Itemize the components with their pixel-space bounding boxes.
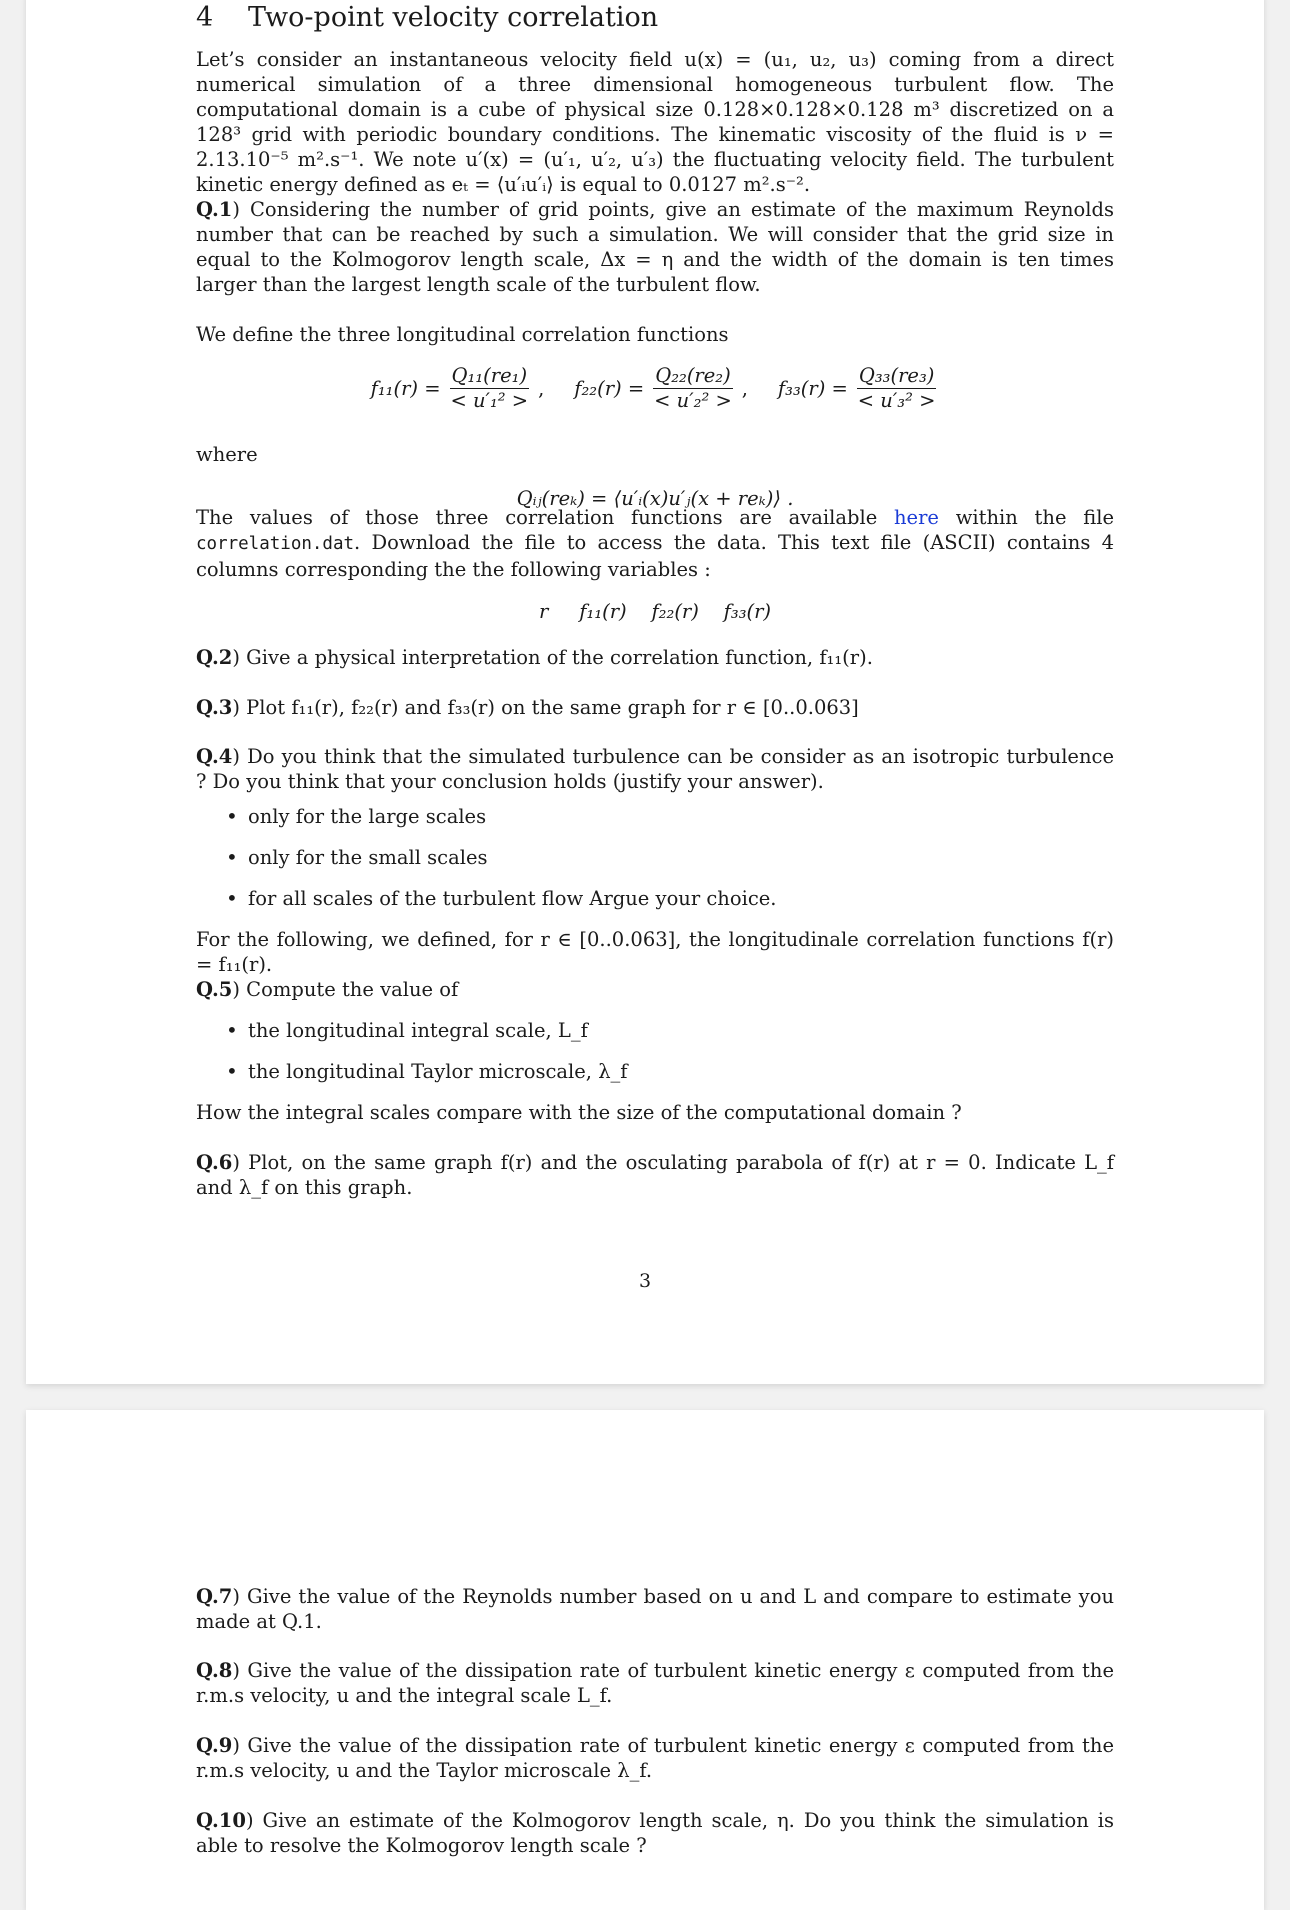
q4-options bbox=[196, 804, 1114, 911]
f22-numerator: Q₂₂(re₂) bbox=[655, 364, 731, 387]
q9-text: ) Give the value of the dissipation rate of turbulent kinetic energy ε computed from the r.m.s velocity, u and the Taylor microscale λ_f. bbox=[196, 1734, 1114, 1782]
column-r: r bbox=[538, 600, 549, 623]
question-9 bbox=[196, 1733, 1114, 1783]
question-8 bbox=[196, 1658, 1114, 1708]
q1-text: ) Considering the number of grid points, give an estimate of the maximum Reynolds number that can be reached by such a simulation. We will consider that the grid size in equal to the Kolmogorov length scale, Δx = η and the width of the domain is ten times larger than the largest length scale of the turbulent flow. bbox=[196, 198, 1114, 296]
page-2 bbox=[26, 1410, 1264, 1910]
data-file-text-before: The values of those three correlation functions are available bbox=[196, 506, 894, 529]
question-7 bbox=[196, 1584, 1114, 1634]
f11-lhs: f₁₁(r) = bbox=[370, 377, 441, 400]
correlation-equations bbox=[196, 364, 1114, 413]
define-text: We define the three longitudinal correlation functions bbox=[196, 323, 729, 346]
qij-equation: Qᵢⱼ(reₖ) = ⟨u′ᵢ(x)u′ⱼ(x + reₖ)⟩ . bbox=[516, 486, 794, 510]
q2-label: Q.2 bbox=[196, 646, 233, 669]
q4-option: • only for the large scales bbox=[196, 804, 1114, 829]
question-1 bbox=[196, 197, 1114, 297]
f22-lhs: f₂₂(r) = bbox=[574, 377, 645, 400]
q3-label: Q.3 bbox=[196, 696, 233, 719]
q4-label: Q.4 bbox=[196, 745, 233, 768]
f11-numerator: Q₁₁(re₁) bbox=[451, 364, 528, 387]
column-f33: f₃₃(r) bbox=[723, 600, 772, 623]
q2-text: ) Give a physical interpretation of the correlation function, f₁₁(r). bbox=[232, 646, 873, 669]
section-number: 4 bbox=[196, 2, 214, 33]
q5-label: Q.5 bbox=[196, 978, 233, 1001]
q6-label: Q.6 bbox=[196, 1151, 233, 1174]
f33-numerator: Q₃₃(re₃) bbox=[858, 364, 935, 387]
eq-separator: , bbox=[538, 377, 545, 400]
q5-items bbox=[196, 1018, 1114, 1084]
q7-label: Q.7 bbox=[196, 1585, 233, 1608]
f33-denominator: < u′₃² > bbox=[857, 389, 936, 412]
column-f11: f₁₁(r) bbox=[579, 600, 627, 623]
q6-text: ) Plot, on the same graph f(r) and the osculating parabola of f(r) at r = 0. Indicate L_f and λ_f on this graph. bbox=[196, 1151, 1114, 1199]
f11-denominator: < u′₁² > bbox=[450, 389, 529, 412]
question-10 bbox=[196, 1808, 1114, 1858]
column-f22: f₂₂(r) bbox=[651, 600, 699, 623]
data-file-paragraph bbox=[196, 505, 1114, 582]
f22-fraction bbox=[653, 364, 733, 413]
section-heading bbox=[196, 2, 658, 33]
where-text: where bbox=[196, 443, 258, 466]
f11-fraction bbox=[450, 364, 530, 413]
page-1 bbox=[26, 0, 1264, 1384]
following-text: For the following, we defined, for r ∈ [0..0.063], the longitudinale correlation functions f(r) = f₁₁(r). bbox=[196, 928, 1114, 976]
question-2 bbox=[196, 645, 1114, 670]
q8-label: Q.8 bbox=[196, 1659, 233, 1682]
question-4 bbox=[196, 744, 1114, 794]
f22-denominator: < u′₂² > bbox=[654, 389, 732, 412]
f33-lhs: f₃₃(r) = bbox=[777, 377, 848, 400]
q4-option: • for all scales of the turbulent flow Argue your choice. bbox=[196, 886, 1114, 911]
eq-separator: , bbox=[741, 377, 748, 400]
q8-text: ) Give the value of the dissipation rate of turbulent kinetic energy ε computed from the r.m.s velocity, u and the integral scale L_f. bbox=[196, 1659, 1114, 1707]
download-link[interactable]: here bbox=[893, 506, 939, 529]
q5-text: ) Compute the value of bbox=[232, 978, 459, 1001]
q5-after: How the integral scales compare with the size of the computational domain ? bbox=[196, 1101, 962, 1124]
data-columns bbox=[196, 599, 1114, 624]
data-file-text-mid: within the file bbox=[938, 506, 1114, 529]
question-3 bbox=[196, 695, 1114, 720]
q5-item: • the longitudinal integral scale, L_f bbox=[196, 1018, 1114, 1043]
f33-fraction bbox=[857, 364, 937, 413]
q10-label: Q.10 bbox=[196, 1809, 246, 1832]
q3-text: ) Plot f₁₁(r), f₂₂(r) and f₃₃(r) on the same graph for r ∈ [0..0.063] bbox=[232, 696, 859, 719]
q4-option: • only for the small scales bbox=[196, 845, 1114, 870]
question-5 bbox=[196, 977, 1114, 1002]
data-file-text-after: . Download the file to access the data. This text file (ASCII) contains 4 columns corresponding the the following variables : bbox=[196, 531, 1114, 581]
question-6 bbox=[196, 1150, 1114, 1200]
q10-text: ) Give an estimate of the Kolmogorov length scale, η. Do you think the simulation is able to resolve the Kolmogorov length scale ? bbox=[196, 1809, 1114, 1857]
q7-text: ) Give the value of the Reynolds number based on u and L and compare to estimate you made at Q.1. bbox=[196, 1585, 1114, 1633]
q9-label: Q.9 bbox=[196, 1734, 233, 1757]
section-title: Two-point velocity correlation bbox=[248, 2, 659, 33]
intro-paragraph: Let’s consider an instantaneous velocity field u(x) = (u₁, u₂, u₃) coming from a direct numerical simulation of a three dimensional homogeneous turbulent flow. The computational domain is a cube of physical size 0.128×0.128×0.128 m³ discretized on a 128³ grid with periodic boundary conditions. The kinematic viscosity of the fluid is ν = 2.13.10⁻⁵ m².s⁻¹. We note u′(x) = (u′₁, u′₂, u′₃) the fluctuating velocity field. The turbulent kinetic energy defined as eₜ = ⟨u′ᵢu′ᵢ⟩ is equal to 0.0127 m².s⁻². bbox=[196, 48, 1114, 196]
page-number: 3 bbox=[638, 1270, 652, 1292]
q1-label: Q.1 bbox=[196, 198, 233, 221]
q5-item: • the longitudinal Taylor microscale, λ_f bbox=[196, 1059, 1114, 1084]
q4-text: ) Do you think that the simulated turbulence can be consider as an isotropic turbulence ? Do you think that your conclusion holds (justify your answer). bbox=[196, 745, 1114, 793]
data-filename: correlation.dat bbox=[196, 534, 355, 554]
